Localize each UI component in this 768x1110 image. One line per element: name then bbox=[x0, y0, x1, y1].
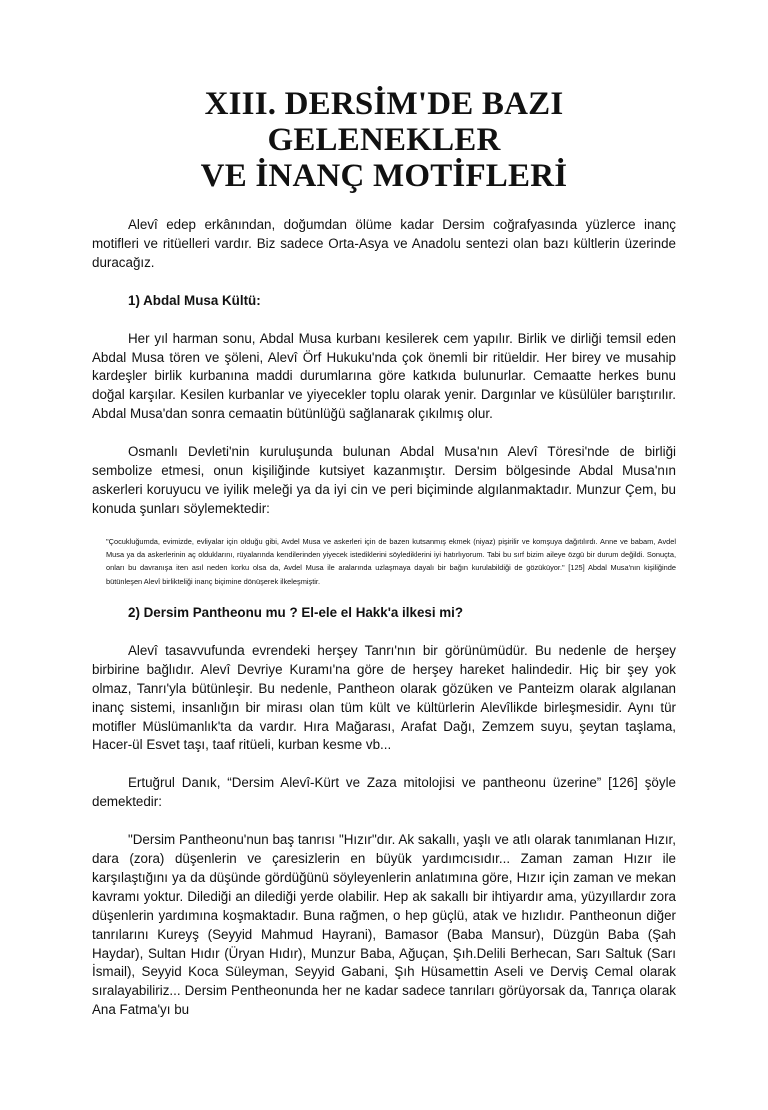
document-page bbox=[0, 86, 768, 1110]
paragraph-abdal-musa-ottoman: Osmanlı Devleti'nin kuruluşunda bulunan Abdal Musa'nın Alevî Töresi'nde de birliği sembolize etmesi, onun kişiliğinde kutsiyet kazanmıştır. Dersim bölgesinde Abdal Musa'nın askerleri koruyucu ve iyilik meleği ya da iyi cin ve peri biçiminde algılanmaktadır. Munzur Çem, bu konuda şunları söylemektedir: bbox=[92, 444, 676, 516]
paragraph-tasavvuf: Alevî tasavvufunda evrendeki herşey Tanrı'nın bir görünümüdür. Bu nedenle de herşey birbirine bağlıdır. Alevî Devriye Kuramı'na göre de herşey hareket halindedir. Hiç bir şey yok olmaz, Tanrı'yla bütünleşir. Bu nedenle, Pantheon olarak gözüken ve Panteizm olarak algılanan inanç sistemi, insanlığın bir mirası olan tüm kült ve kültürlerin Alevîlikde birleşmesidir. Aynı tür motifler Müslümanlık'ta da vardır. Hıra Mağarası, Arafat Dağı, Zemzem suyu, şeytan taşlama, Hacer-ül Esvet taşı, taaf ritüeli, kurban kesme vb... bbox=[92, 642, 676, 753]
intro-paragraph: Alevî edep erkânından, doğumdan ölüme kadar Dersim coğrafyasında yüzlerce inanç motifleri ve ritüelleri vardır. Biz sadece Orta-Asya ve Anadolu sentezi olan bazı kültlerin üzerinde duracağız. bbox=[92, 217, 676, 270]
paragraph-dersim-pantheon-quote: "Dersim Pantheonu'nun baş tanrısı "Hızır"dır. Ak sakallı, yaşlı ve atlı olarak tanımlanan Hızır, dara (zora) düşenlerin ve çaresizlerin en büyük yardımcısıdır... Zaman zaman Hızır ile karşılaştığını ya da düşünde gördüğünü söyleyenlerin anlatımına göre, Hızır için zaman ve mekan kavramı yoktur. Dilediği an dilediği yerde olabilir. Hep ak sakallı bir ihtiyardır ama, yüzyıllardır zora düşenlerin yardımına koşmaktadır. Buna rağmen, o hep güçlü, atak ve hızlıdır. Pantheonun diğer tanrılarını Kureyş (Seyyid Mahmud Hayrani), Bamasor (Baba Mansur), Düzgün Baba (Şah Haydar), Sultan Hıdır (Üryan Hıdır), Munzur Baba, Ağuçan, Şıh.Delili Berhecan, Sarı Saltuk (Sarı İsmail), Seyyid Koca Süleyman, Seyyid Gabani, Şıh Hüsamettin Aseli ve Derviş Cemal olarak sıralayabiliriz... Dersim Pentheonunda her ne kadar sadece tanrıları görüyorsak da, Tanrıça olarak Ana Fatma'yı bu bbox=[92, 832, 676, 1018]
title-line-1: XIII. DERSİM'DE BAZI GELENEKLER bbox=[204, 86, 564, 158]
paragraph-ertugrul-danik: Ertuğrul Danık, “Dersim Alevî-Kürt ve Zaza mitolojisi ve pantheonu üzerine” [126] şöyle demektedir: bbox=[92, 775, 676, 810]
page-title bbox=[92, 86, 676, 194]
block-quote-munzur-cem: "Çocukluğumda, evimizde, evliyalar için olduğu gibi, Avdel Musa ve askerleri için de bazen kutsanmış ekmek (niyaz) pişirilir ve komşuya dağıtılırdı. Anne ve babam, Avdel Musa ya da askerlerinin aç olduklarını, rüyalarında kendilerinden yiyecek istediklerini söylediklerini iyi hatırlıyorum. Tabi bu sırf bizim aileye özgü bir durum değildi. Sonuçta, onları bu davranışa iten asıl neden korku olsa da, Avdel Musa ile aralarında uzlaşmaya dayalı bir bağın kurulabildiği de gözüküyor." [125] Abdal Musa'nın kişiliğinde bütünleşen Alevî birlikteliği inanç biçimine dönüşerek ilkeleşmiştir. bbox=[106, 536, 676, 586]
section-heading-pantheon: 2) Dersim Pantheonu mu ? El-ele el Hakk'a ilkesi mi? bbox=[128, 604, 464, 620]
paragraph-abdal-musa-ritual: Her yıl harman sonu, Abdal Musa kurbanı kesilerek cem yapılır. Birlik ve dirliği temsil eden Abdal Musa tören ve şöleni, Alevî Örf Hukuku'nda çok önemli bir ritüeldir. Her birey ve musahip kardeşler birlik kurbanına maddi durumlarına göre katkıda bulunurlar. Cemaatte herkes bunu doğal karşılar. Kesilen kurbanlar ve yiyecekler toplu olarak yenir. Dargınlar ve küsülüler barıştırılır. Abdal Musa'dan sonra cemaatin bütünlüğü sağlanarak çıkılmış olur. bbox=[92, 330, 676, 422]
section-heading-abdal-musa: 1) Abdal Musa Kültü: bbox=[128, 292, 261, 308]
title-line-2: VE İNANÇ MOTİFLERİ bbox=[200, 158, 568, 194]
